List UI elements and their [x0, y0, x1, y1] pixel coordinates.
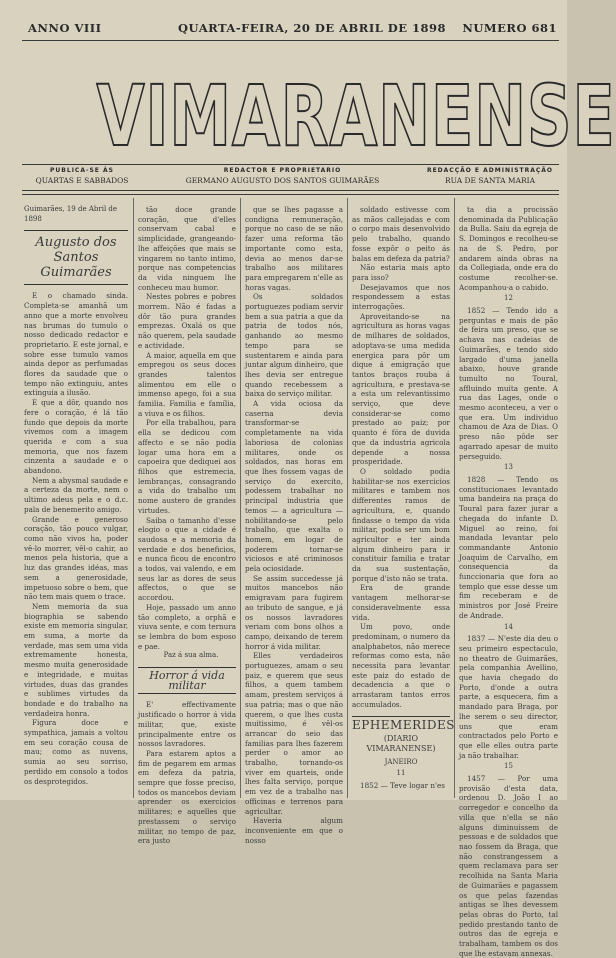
section-rule — [352, 716, 450, 717]
ephemeris-day-number: 12 — [504, 294, 513, 303]
paragraph: 1852 — Tendo ido a perguntas e mais de pão de feira um preso, que se achava nas cadeias de Guimarães, e tendo sido largado d'uma janella abaixo, houve grande tumulto no Toural, affluindo muita gente. A rua das Lages, onde o mesmo aconteceu, a ver o que era. Um individuo chamou de Aza de Dias. O preso não pôde ser agarrado apesar de muito perseguido. — [459, 306, 558, 461]
ephemeris-day-number: 13 — [504, 463, 513, 472]
column-2 — [138, 205, 236, 846]
subhead-right — [420, 166, 560, 186]
paragraph: Hoje, passado um anno tão completo, a orphã e viuva sente, e com ternura se lembra do bom esposo e pae. — [138, 602, 236, 651]
paragraph: Nestes pobres e pobres morrem. Não é fadas a dôr tão pura grandes emprezas. Oxalá os que não querem, pela saudade e actividade. — [138, 292, 236, 350]
paragraph: 1852 — Teve logar n'es — [360, 781, 445, 791]
paragraph: Não estaria mais apto para isso? — [352, 263, 450, 282]
dateline: Guimarães, 19 de Abril de 1898 — [24, 205, 118, 223]
subhead-center-text: GERMANO AUGUSTO DOS SANTOS GUIMARÃES — [185, 176, 380, 185]
ephemerides-subtitle: (DIARIO VIMARANENSE) — [366, 734, 436, 753]
paragraph: A maior, aquella em que empregou os seus doces grandes talentos alimentou em elle o immenso apego, foi a sua familia. Familia e família, a viuva e os filhos. — [138, 350, 236, 418]
column-4 — [352, 205, 455, 795]
paragraph: A vida ociosa da caserna devia transformar-se completamente na vida laboriosa de colonias militares, onde os soldados, nas horas em que lhes fossem vagas de serviço do exercito, podessem trabalhar no principal industria que temos — a agricultura — nobilitando-se pelo trabalho, que exalta o homem, em logar de poderem tornar-se viciosos e até criminosos pela ociosidade. — [245, 399, 343, 574]
paragraph: E' effectivamente justificado o horror á vida militar, que, existe principalmente entre os nossos lavradores. — [138, 700, 236, 749]
ephemerides-title: EPHEMERIDES — [352, 717, 455, 732]
paragraph: E que a dôr, quando nos fere o coração, é lá tão fundo que depois da morte vivemos com a imagem querida e com a sua memoria, que nos fazem cinzenta a saudade e o abandono. — [24, 398, 128, 476]
paragraph: tão doce grande coração, que d'elles conservam cabal e simplicidade, grangeando-lhe affeições que mais se vingarem no tanto intimo, porque nas competencias da vida ninguem lhe conheceu mau humor. — [138, 205, 236, 292]
column-rule-4 — [454, 198, 455, 798]
subhead-right-text: RUA DE SANTA MARIA — [444, 176, 536, 185]
subhead-center-small: REDACTOR E PROPRIETARIO — [223, 167, 342, 174]
column-rule-1 — [133, 198, 134, 798]
ephemerides-month: JANEIRO — [384, 757, 418, 766]
paragraph: 1457 — Por uma provisão d'esta data, ordenou D. João I ao corregedor e concelho da villa que n'ella se não alguns diminuissem de pessoas e de soldados que nao fossem da Braga, que não constrangessem a quem reclamava para ser recolhida na Santa Maria de Guimarães e pagassem os que pelas fazendas antigas se lhes devessem pelas obras do Porto, tal pedido prestando tanto de outros das de egreja e trabalham, tambem os dos que lhe estavam annexas. — [459, 774, 558, 958]
ephemeris-day-number: 15 — [504, 762, 513, 771]
column-1 — [24, 205, 128, 795]
paragraph: Saiba o tamanho d'esse elogio o que a cidade é saudosa e a memoria da verdade e dos beneficios, e nunca ficou de encontro a todos, vai valendo, e em seus lar as dores de seus affectos, o que se accordou. — [138, 515, 236, 603]
subhead-rule-bottom — [22, 194, 559, 195]
paragraph: Figura doce e sympathica, jamais a voltou em seu coração cousa de mau; como as nuvens, sumia ao seu sorriso, perdido em consolo a todos os desprotegidos. — [24, 718, 128, 786]
issue-header — [28, 21, 557, 37]
paragraph: Desejavamos que nos respondessem a estas interrogações. — [352, 282, 450, 312]
paragraph: Aproveitando-se na agricultura as horas vagas de milhares de soldados, adoptava-se uma medida energica para pôr um dique á emigração que tantos braços rouba á agricultura, e prestava-se a esta um relevantissimo serviço, que deve considerar-se como prestado ao paiz; por quanto é fóra de duvida que da industria agricola depende a nossa prosperidade. — [352, 311, 450, 467]
issue-date: QUARTA-FEIRA, 20 DE ABRIL DE 1898 — [178, 21, 447, 35]
ephemerides-day: 11 — [396, 769, 406, 778]
issue-number: NUMERO 681 — [462, 21, 557, 35]
paragraph: Um povo, onde predominam, o numero da analphabetos, não merece reformas como esta, não necessita para levantar este paiz do estado de decadencia a que o arrastaram tantos erros accumulados. — [352, 622, 450, 709]
paragraph: Para estarem aptos a fim de pegarem em armas em defeza da patria, sempre que fosse preciso, todos os mancebos deviam aprender os exercicios militares; e aquelles que prestassem o serviço militar, no tempo de paz, era justo — [138, 748, 236, 846]
paragraph: Nem a abysmal saudade e a certeza da morte, nem o ultimo adeus pela e o d.c. pala de benemerito amigo. — [24, 475, 128, 514]
masthead-rule — [22, 164, 559, 165]
paragraph: que se lhes pagasse a condigna remuneração, porque no caso de se não fazer uma reforma tão importante como esta, devia ao menos dar-se trabalho aos militares para empregarem n'elle as horas vagas. — [245, 205, 343, 292]
paragraph: 1837 — N'este dia deu o seu primeiro espectaculo, no theatro de Guimarães, pela companhia Avellino, que havia chegado do Porto, d'onde a outra parte, a esquecera, fim a mandado para Braga, por lhe serem o seu director, uns que eram contractados pelo Porto e que elle elles outra parte ja não trabalhar. — [459, 634, 558, 760]
issue-year: ANNO VIII — [28, 21, 102, 35]
paragraph: Os soldados portuguezes podiam servir bem a sua patria a que da patria de todos nós, ganhando ao mesmo tempo para se sustentarem e ainda para juntar algum dinheiro, que lhes devia ser entregue quando recebessem a baixa do serviço militar. — [245, 292, 343, 399]
subhead-center — [170, 166, 395, 186]
closing-line: Paz á sua alma. — [163, 651, 219, 660]
paragraph: 1828 — Tendo os constitucionaes levantado uma bandeira na praça do Toural para fazer jurar a chegada do infante D. Miguel ao reino, foi mandada levantar pelo commandante Antonio Joaquim de Carvalho, em consequencia da funccionaria que fora ao templo que esse desse um fim receberam e de ministros por José Freire de Andrade. — [459, 474, 558, 620]
column-3 — [245, 205, 343, 845]
paragraph: Haveria algum inconveniente em que o nosso — [245, 816, 343, 845]
paragraph: Grande e generoso coração, tão pouco vulgar, como não vivos ha, poder vê-lo morrer, vêl-o cahir, ao menos pela historia, que a luz das grandes idéas, mas sem a generosidade, impetuoso sobre o bem, que não tem mais quem o trace. — [24, 514, 128, 602]
subhead-left-text: QUARTAS E SABBADOS — [35, 176, 129, 185]
column-5 — [459, 205, 558, 958]
masthead-title: VIMARANENSE — [96, 67, 616, 165]
ephemeris-day-number: 14 — [504, 622, 513, 631]
subhead-left-small: PUBLICA-SE ÁS — [50, 167, 114, 174]
article-title-obituary: Augusto dos Santos Guimarães — [24, 230, 128, 285]
subhead-right-small: REDACÇÃO E ADMINISTRAÇÃO — [426, 167, 554, 174]
subhead-rule-top — [22, 190, 559, 191]
paragraph: E o chamado sinda. Completa-se amanhã um anno que a morte envolveu nas brumas do tumulo o nosso dedicado redactor e proprietario. E este jornal, e sobre esse tumulo vamos ainda depor as perfumadas flores da saudade que o tempo não extinguiu, antes extinguia a ilusão. — [24, 291, 128, 398]
header-rule — [22, 40, 559, 41]
article-title-military: Horror á vida militar — [138, 667, 236, 694]
paragraph: Nem memoria da sua biographia se sabendo existe em memoria singular, em suma, a morte da verdade, mas sem uma vida extremamente honesta, mesmo muita generosidade e integridade, e muitas virtudes, duas das grandes e sublimes virtudes da bondade e do trabalho na verdadeira honra. — [24, 601, 128, 718]
column-rule-3 — [347, 198, 348, 798]
paragraph: Elles verdadeiros portuguezes, amam o seu paiz, e querem que seus filhos, a quem tambem amam, prestem serviços á sua patria; mas o que não querem, o que lhes custa muitissimo, é vêl-os arrancar do seio das familias para lhes fazerem perder o amor ao trabalho, tornando-os viver em quarteis, onde lhes falta serviço, porque em vez de a trabalho nas officinas e terrenos para agricultar. — [245, 651, 343, 816]
subhead-left — [22, 166, 142, 186]
paragraph: ta dia a procissão denominada da Publicação da Bulla. Saiu da egreja de S. Domingos e recolheu-se na de S. Pedro, por andarem ainda obras na da Collegiada, onde era do costume recolher-se. Acompanhou-a o cabido. — [459, 205, 558, 292]
paragraph: Por ella trabalhou, para ella se dedicou com affecto e se não podia logar uma hora em a capoeira que dediquei aos filhos que estremecia, lembranças, consagrando a vida do trabalho um nome austero de grandes virtudes. — [138, 418, 236, 515]
column-rule-2 — [240, 198, 241, 798]
paragraph: Se assim succedesse já muitos mancebos não emigravam para fugirem ao tributo de sangue, e já os nossos lavradores veriam com bons olhos a campo, deixando de terem horror á vida militar. — [245, 573, 343, 651]
paragraph: Era de grande vantagem melhorar-se consideravelmente essa vida. — [352, 583, 450, 622]
paragraph: O soldado podia habilitar-se nos exercicios militares e tambem nos differentes ramos de agricultura, e, quando findasse o tempo da vida militar, podia ser um bom agricultor e ter ainda algum dinheiro para ir constituir familia e tratar da sua sustentação, porque d'isto não se trata. — [352, 466, 450, 583]
paragraph: soldado estivesse com as mãos callejadas e com o corpo mais desenvolvido pelo trabalho, quando fosse expôr o peito ás balas em defeza da patria? — [352, 205, 450, 263]
